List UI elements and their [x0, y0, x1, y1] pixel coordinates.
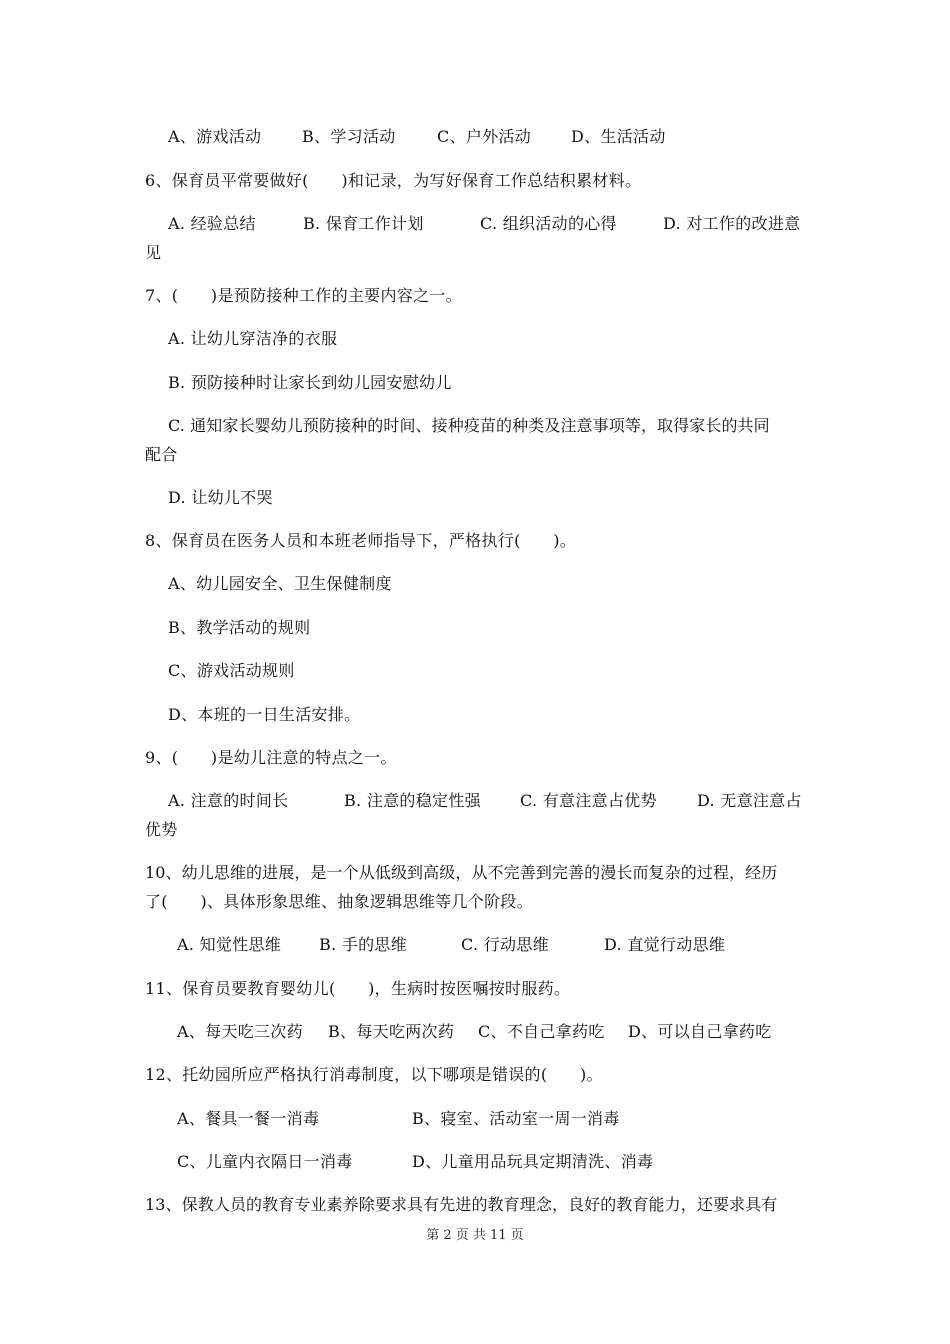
- q11-option-d: D、可以自己拿药吃: [628, 1022, 772, 1041]
- q6-option-a: A. 经验总结: [168, 214, 256, 233]
- q5-option-d: D、生活活动: [571, 127, 666, 146]
- q6-stem: 6、保育员平常要做好( )和记录，为写好保育工作总结积累材料。: [145, 171, 642, 190]
- q9-option-d-continuation: 优势: [145, 820, 178, 839]
- q10-stem-line1: 10、幼儿思维的进展，是一个从低级到高级，从不完善到完善的漫长而复杂的过程，经历: [145, 863, 778, 882]
- q7-stem: 7、( )是预防接种工作的主要内容之一。: [145, 286, 462, 305]
- q11-option-b: B、每天吃两次药: [328, 1022, 455, 1041]
- q11-option-c: C、不自己拿药吃: [478, 1022, 605, 1041]
- q6-option-b: B. 保育工作计划: [303, 214, 424, 233]
- q8-option-b: B、教学活动的规则: [168, 618, 311, 637]
- q10-stem-line2: 了( )、具体形象思维、抽象逻辑思维等几个阶段。: [145, 892, 533, 911]
- q12-option-c: C、儿童内衣隔日一消毒: [177, 1152, 353, 1171]
- q12-option-d: D、儿童用品玩具定期清洗、消毒: [412, 1152, 654, 1171]
- q10-option-d: D. 直觉行动思维: [604, 935, 726, 954]
- q7-option-c-continuation: 配合: [145, 445, 178, 464]
- q11-option-a: A、每天吃三次药: [177, 1022, 303, 1041]
- q6-option-d: D. 对工作的改进意: [663, 214, 801, 233]
- q8-option-a: A、幼儿园安全、卫生保健制度: [168, 574, 392, 593]
- q6-option-d-continuation: 见: [145, 243, 162, 262]
- q10-option-a: A. 知觉性思维: [177, 935, 282, 954]
- q6-option-c: C. 组织活动的心得: [480, 214, 617, 233]
- q8-stem: 8、保育员在医务人员和本班老师指导下，严格执行( )。: [145, 531, 577, 550]
- q9-option-d: D. 无意注意占: [697, 791, 802, 810]
- q5-option-c: C、户外活动: [437, 127, 532, 146]
- q12-stem: 12、托幼园所应严格执行消毒制度，以下哪项是错误的( )。: [145, 1065, 603, 1084]
- q8-option-c: C、游戏活动规则: [168, 661, 295, 680]
- q12-option-a: A、餐具一餐一消毒: [177, 1109, 320, 1128]
- page-number-footer: 第 2 页 共 11 页: [426, 1228, 524, 1243]
- q7-option-d: D. 让幼儿不哭: [168, 488, 273, 507]
- q13-stem: 13、保教人员的教育专业素养除要求具有先进的教育理念，良好的教育能力，还要求具有: [145, 1195, 778, 1214]
- q7-option-c: C. 通知家长婴幼儿预防接种的时间、接种疫苗的种类及注意事项等，取得家长的共同: [168, 416, 770, 435]
- q9-stem: 9、( )是幼儿注意的特点之一。: [145, 748, 397, 767]
- q11-stem: 11、保育员要教育婴幼儿( )，生病时按医嘱按时服药。: [145, 979, 571, 998]
- q8-option-d: D、本班的一日生活安排。: [168, 705, 361, 724]
- q9-option-c: C. 有意注意占优势: [520, 791, 657, 810]
- q12-option-b: B、寝室、活动室一周一消毒: [412, 1109, 620, 1128]
- q9-option-b: B. 注意的稳定性强: [344, 791, 481, 810]
- q7-option-a: A. 让幼儿穿洁净的衣服: [168, 329, 338, 348]
- q9-option-a: A. 注意的时间长: [168, 791, 289, 810]
- q5-option-a: A、游戏活动: [168, 127, 262, 146]
- q10-option-b: B. 手的思维: [319, 935, 408, 954]
- q10-option-c: C. 行动思维: [461, 935, 549, 954]
- q5-option-b: B、学习活动: [302, 127, 396, 146]
- q7-option-b: B. 预防接种时让家长到幼儿园安慰幼儿: [168, 373, 452, 392]
